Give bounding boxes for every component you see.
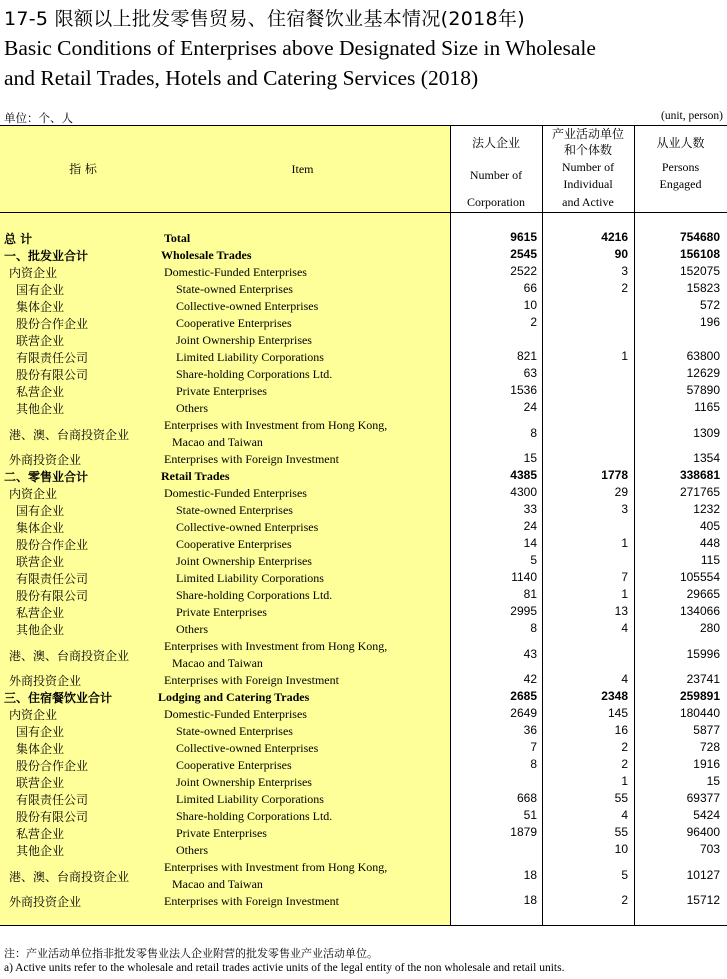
- persons-engaged: 96400: [686, 825, 720, 839]
- corporation-count: 4385: [510, 468, 537, 482]
- individual-active-count: 1: [621, 587, 628, 601]
- row-label-en: Enterprises with Foreign Investment: [164, 673, 339, 687]
- corporation-count: 4300: [510, 485, 537, 499]
- header-col3-en-1: Persons: [661, 160, 700, 174]
- table-row: [0, 332, 727, 349]
- row-label-en: Limited Liability Corporations: [176, 571, 324, 585]
- persons-engaged: 152075: [679, 264, 720, 278]
- row-label-en: Retail Trades: [161, 469, 230, 483]
- persons-engaged: 15823: [686, 281, 720, 295]
- row-label-cn: 有限责任公司: [16, 572, 89, 586]
- row-label-en: Enterprises with Foreign Investment: [164, 452, 339, 466]
- persons-engaged: 5424: [693, 808, 720, 822]
- row-label-en: Cooperative Enterprises: [176, 758, 292, 772]
- corporation-count: 33: [523, 502, 537, 516]
- corporation-count: 18: [523, 893, 537, 907]
- row-label-cn: 联营企业: [16, 334, 65, 348]
- table-row: [0, 689, 727, 706]
- header-col2-cn-2: 和个体数: [563, 143, 612, 157]
- row-label-en: Enterprises with Investment from Hong Kong,: [164, 418, 388, 432]
- corporation-count: 24: [523, 400, 537, 414]
- header-col3-cn: 从业人数: [656, 136, 705, 150]
- corporation-count: 63: [523, 366, 537, 380]
- row-label-en: Collective-owned Enterprises: [176, 520, 319, 534]
- persons-engaged: 280: [699, 621, 720, 635]
- table-row: [0, 621, 727, 638]
- row-label-en: State-owned Enterprises: [176, 503, 293, 517]
- persons-engaged: 15996: [686, 647, 720, 661]
- row-label-cn: 外商投资企业: [9, 895, 82, 909]
- individual-active-count: 90: [614, 247, 628, 261]
- table-row: [0, 842, 727, 859]
- persons-engaged: 448: [699, 536, 720, 550]
- header-bottom-rule: [0, 212, 727, 213]
- corporation-count: 18: [523, 868, 537, 882]
- corporation-count: 668: [516, 791, 537, 805]
- row-label-cn: 联营企业: [16, 555, 65, 569]
- row-label-cn: 集体企业: [16, 300, 65, 314]
- row-label-cn: 股份有限公司: [16, 810, 89, 824]
- individual-active-count: 16: [614, 723, 628, 737]
- row-label-cn: 总 计: [4, 232, 33, 246]
- table-row: [0, 604, 727, 621]
- individual-active-count: 1778: [601, 468, 628, 482]
- row-label-cn: 外商投资企业: [9, 674, 82, 688]
- individual-active-count: 29: [614, 485, 628, 499]
- persons-engaged: 754680: [679, 230, 720, 244]
- row-label-cn: 私营企业: [16, 827, 65, 841]
- row-label-en: Total: [164, 231, 191, 245]
- corporation-count: 1879: [510, 825, 537, 839]
- persons-engaged: 572: [699, 298, 720, 312]
- corporation-count: 821: [516, 349, 537, 363]
- corporation-count: 2685: [510, 689, 537, 703]
- row-label-en: Private Enterprises: [176, 605, 267, 619]
- persons-engaged: 29665: [686, 587, 720, 601]
- row-label-en: Domestic-Funded Enterprises: [164, 707, 307, 721]
- corporation-count: 66: [523, 281, 537, 295]
- row-label-en: Wholesale Trades: [161, 248, 252, 262]
- row-label-en: Collective-owned Enterprises: [176, 299, 319, 313]
- corporation-count: 14: [523, 536, 537, 550]
- unit-label-en: (unit, person): [661, 110, 723, 122]
- row-label-en: Lodging and Catering Trades: [158, 690, 310, 704]
- row-label-en: Collective-owned Enterprises: [176, 741, 319, 755]
- corporation-count: 2522: [510, 264, 537, 278]
- individual-active-count: 55: [614, 791, 628, 805]
- table-row: [0, 485, 727, 502]
- persons-engaged: 12629: [686, 366, 720, 380]
- corporation-count: 1140: [511, 570, 537, 584]
- persons-engaged: 115: [700, 553, 720, 567]
- row-label-cn: 内资企业: [9, 487, 58, 501]
- table-row: [0, 672, 727, 689]
- row-label-en: Joint Ownership Enterprises: [176, 775, 312, 789]
- individual-active-count: 4: [621, 621, 628, 635]
- corporation-count: 2545: [510, 247, 537, 261]
- individual-active-count: 4: [621, 808, 628, 822]
- persons-engaged: 1916: [693, 757, 720, 771]
- corporation-count: 36: [523, 723, 537, 737]
- row-label-cn: 港、澳、台商投资企业: [9, 870, 130, 884]
- table-row: [0, 808, 727, 825]
- individual-active-count: 1: [621, 774, 628, 788]
- row-label-cn: 国有企业: [16, 283, 65, 297]
- table-row: [0, 264, 727, 281]
- individual-active-count: 3: [621, 264, 628, 278]
- row-label-cn: 私营企业: [16, 606, 65, 620]
- header-item-en: Item: [291, 162, 314, 176]
- table-title-cn: 17-5 限额以上批发零售贸易、住宿餐饮业基本情况(2018年): [4, 8, 525, 30]
- table-row: [0, 706, 727, 723]
- row-label-cn: 其他企业: [16, 623, 65, 637]
- row-label-cn: 联营企业: [16, 776, 65, 790]
- table-row: [0, 859, 727, 893]
- table-row: [0, 315, 727, 332]
- table-row: [0, 740, 727, 757]
- table-row: [0, 757, 727, 774]
- persons-engaged: 15712: [686, 893, 720, 907]
- individual-active-count: 145: [607, 706, 628, 720]
- row-label-en: Domestic-Funded Enterprises: [164, 265, 307, 279]
- persons-engaged: 156108: [679, 247, 720, 261]
- row-label-cn: 三、住宿餐饮业合计: [4, 691, 113, 705]
- row-label-en: Private Enterprises: [176, 826, 267, 840]
- corporation-count: 2: [530, 315, 537, 329]
- row-label-cn: 私营企业: [16, 385, 65, 399]
- header-col3-en-2: Engaged: [659, 177, 702, 191]
- individual-active-count: 2: [621, 740, 628, 754]
- row-label-en: Enterprises with Investment from Hong Kong,: [164, 639, 388, 653]
- individual-active-count: 4216: [601, 230, 628, 244]
- persons-engaged: 338681: [679, 468, 720, 482]
- row-label-cn: 股份合作企业: [16, 317, 89, 331]
- row-label-en: Share-holding Corporations Ltd.: [176, 809, 333, 823]
- row-label-cn: 其他企业: [16, 844, 65, 858]
- persons-engaged: 15: [706, 774, 720, 788]
- row-label-en: Cooperative Enterprises: [176, 537, 292, 551]
- corporation-count: 1536: [510, 383, 537, 397]
- individual-active-count: 55: [614, 825, 628, 839]
- persons-engaged: 703: [699, 842, 720, 856]
- row-label-cn: 内资企业: [9, 708, 58, 722]
- row-label-cn: 集体企业: [16, 521, 65, 535]
- table-row: [0, 281, 727, 298]
- individual-active-count: 13: [614, 604, 628, 618]
- table-row: [0, 298, 727, 315]
- row-label-cn: 外商投资企业: [9, 453, 82, 467]
- row-label-cn: 二、零售业合计: [4, 470, 89, 484]
- corporation-count: 8: [530, 757, 537, 771]
- corporation-count: 10: [523, 298, 537, 312]
- persons-engaged: 105554: [679, 570, 720, 584]
- data-table: [0, 125, 727, 926]
- corporation-count: 7: [530, 740, 537, 754]
- persons-engaged: 271765: [679, 485, 720, 499]
- header-col1-cn: 法人企业: [471, 136, 520, 150]
- table-row: [0, 383, 727, 400]
- header-col2-en-1: Number of: [561, 160, 615, 174]
- header-col2-cn-1: 产业活动单位: [551, 127, 624, 141]
- footnote-en: a) Active units refer to the wholesale and retail trades activie units of the legal entity of the non wholesale and retail units.: [4, 962, 565, 974]
- row-label-cn: 一、批发业合计: [4, 249, 89, 263]
- corporation-count: 51: [523, 808, 537, 822]
- row-label-en: Others: [176, 401, 208, 415]
- row-label-en-line2: Macao and Taiwan: [172, 877, 263, 891]
- row-label-cn: 股份合作企业: [16, 759, 89, 773]
- header-indicator-cn: 指 标: [69, 162, 97, 176]
- corporation-count: 9615: [510, 230, 537, 244]
- individual-active-count: 2: [621, 281, 628, 295]
- persons-engaged: 1354: [693, 451, 720, 465]
- row-label-en: Domestic-Funded Enterprises: [164, 486, 307, 500]
- corporation-count: 8: [530, 621, 537, 635]
- individual-active-count: 10: [614, 842, 628, 856]
- table-title-en-line1: Basic Conditions of Enterprises above Designated Size in Wholesale: [4, 36, 596, 60]
- individual-active-count: 2: [621, 757, 628, 771]
- table-row: [0, 791, 727, 808]
- row-label-en: Limited Liability Corporations: [176, 792, 324, 806]
- table-row: [0, 417, 727, 451]
- individual-active-count: 3: [621, 502, 628, 516]
- corporation-count: 81: [523, 587, 537, 601]
- row-label-en: Others: [176, 843, 208, 857]
- persons-engaged: 57890: [686, 383, 720, 397]
- table-row: [0, 230, 727, 247]
- row-label-en: Enterprises with Investment from Hong Kong,: [164, 860, 388, 874]
- row-label-en: Limited Liability Corporations: [176, 350, 324, 364]
- persons-engaged: 180440: [679, 706, 720, 720]
- persons-engaged: 69377: [686, 791, 720, 805]
- individual-active-count: 2: [621, 893, 628, 907]
- persons-engaged: 23741: [686, 672, 720, 686]
- table-title-en-line2: and Retail Trades, Hotels and Catering Services (2018): [4, 66, 479, 90]
- row-label-cn: 股份有限公司: [16, 589, 89, 603]
- corporation-count: 2649: [510, 706, 537, 720]
- row-label-cn: 港、澳、台商投资企业: [9, 649, 130, 663]
- row-label-cn: 股份有限公司: [16, 368, 89, 382]
- individual-active-count: 2348: [601, 689, 628, 703]
- row-label-en-line2: Macao and Taiwan: [172, 435, 263, 449]
- row-label-en: Cooperative Enterprises: [176, 316, 292, 330]
- corporation-count: 43: [523, 647, 537, 661]
- table-row: [0, 519, 727, 536]
- table-row: [0, 553, 727, 570]
- table-row: [0, 366, 727, 383]
- row-label-en: State-owned Enterprises: [176, 724, 293, 738]
- table-row: [0, 468, 727, 485]
- row-label-cn: 内资企业: [9, 266, 58, 280]
- row-label-en: Enterprises with Foreign Investment: [164, 894, 339, 908]
- table-row: [0, 774, 727, 791]
- table-row: [0, 825, 727, 842]
- persons-engaged: 1165: [694, 400, 720, 414]
- header-col2-en-3: and Active: [562, 195, 614, 209]
- header-col1-en-1: Number of: [469, 168, 523, 182]
- persons-engaged: 405: [699, 519, 720, 533]
- persons-engaged: 134066: [679, 604, 720, 618]
- row-label-en: Share-holding Corporations Ltd.: [176, 588, 333, 602]
- persons-engaged: 259891: [679, 689, 720, 703]
- table-row: [0, 893, 727, 910]
- individual-active-count: 5: [621, 868, 628, 882]
- row-label-en: Joint Ownership Enterprises: [176, 333, 312, 347]
- row-label-cn: 国有企业: [16, 725, 65, 739]
- table-row: [0, 502, 727, 519]
- header-col2-en-2: Individual: [563, 177, 613, 191]
- corporation-count: 8: [530, 426, 537, 440]
- table-row: [0, 723, 727, 740]
- table-row: [0, 587, 727, 604]
- footnote-cn: 注：产业活动单位指非批发零售业法人企业附营的批发零售业产业活动单位。: [4, 947, 378, 960]
- table-row: [0, 638, 727, 672]
- persons-engaged: 1232: [693, 502, 720, 516]
- table-row: [0, 349, 727, 366]
- table-bottom-rule: [0, 925, 727, 926]
- corporation-count: 5: [530, 553, 537, 567]
- row-label-cn: 港、澳、台商投资企业: [9, 428, 130, 442]
- persons-engaged: 5877: [693, 723, 720, 737]
- row-label-en: Joint Ownership Enterprises: [176, 554, 312, 568]
- row-label-en: Share-holding Corporations Ltd.: [176, 367, 333, 381]
- row-label-cn: 国有企业: [16, 504, 65, 518]
- individual-active-count: 7: [621, 570, 628, 584]
- individual-active-count: 1: [621, 349, 628, 363]
- row-label-en: Private Enterprises: [176, 384, 267, 398]
- persons-engaged: 196: [699, 315, 720, 329]
- row-label-cn: 集体企业: [16, 742, 65, 756]
- table-row: [0, 451, 727, 468]
- row-label-en: Others: [176, 622, 208, 636]
- row-label-en: State-owned Enterprises: [176, 282, 293, 296]
- corporation-count: 15: [523, 451, 537, 465]
- persons-engaged: 1309: [693, 426, 720, 440]
- persons-engaged: 10127: [686, 868, 720, 882]
- table-row: [0, 400, 727, 417]
- row-label-en-line2: Macao and Taiwan: [172, 656, 263, 670]
- persons-engaged: 728: [699, 740, 720, 754]
- persons-engaged: 63800: [686, 349, 720, 363]
- individual-active-count: 4: [621, 672, 628, 686]
- corporation-count: 24: [523, 519, 537, 533]
- table-row: [0, 570, 727, 587]
- header-col1-en-2: Corporation: [467, 195, 525, 209]
- row-label-cn: 有限责任公司: [16, 351, 89, 365]
- corporation-count: 42: [523, 672, 537, 686]
- table-row: [0, 247, 727, 264]
- row-label-cn: 股份合作企业: [16, 538, 89, 552]
- unit-label-cn: 单位：个、人: [4, 111, 73, 125]
- corporation-count: 2995: [510, 604, 537, 618]
- row-label-cn: 有限责任公司: [16, 793, 89, 807]
- table-row: [0, 536, 727, 553]
- individual-active-count: 1: [621, 536, 628, 550]
- row-label-cn: 其他企业: [16, 402, 65, 416]
